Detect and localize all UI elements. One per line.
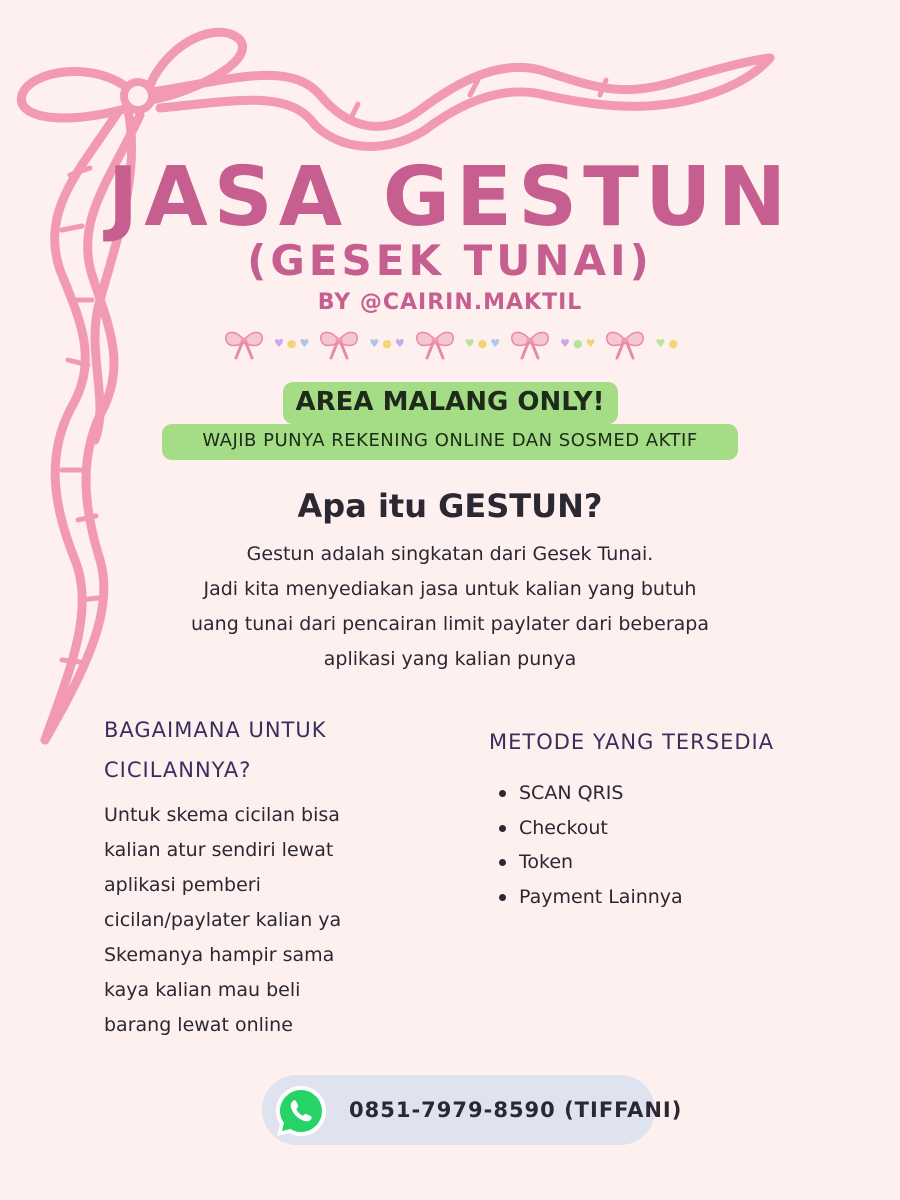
method-label: SCAN QRIS xyxy=(519,782,624,804)
body-line: Untuk skema cicilan bisa xyxy=(104,804,340,826)
hearts-icon: ♥ ● ♥ xyxy=(464,337,501,350)
hearts-icon: ♥ ● ♥ xyxy=(560,337,596,350)
methods-heading: METODE YANG TERSEDIA xyxy=(489,730,775,754)
intro-heading: Apa itu GESTUN? xyxy=(297,487,603,525)
whatsapp-icon[interactable] xyxy=(272,1082,330,1140)
methods-list xyxy=(497,776,683,914)
list-item xyxy=(497,776,683,811)
page-subtitle: (GESEK TUNAI) xyxy=(247,236,653,285)
intro-line: Gestun adalah singkatan dari Gesek Tunai. xyxy=(246,543,654,565)
installments-body xyxy=(104,798,444,1043)
bow-icon xyxy=(317,326,361,360)
page-title: JASA GESTUN xyxy=(107,150,793,245)
method-label: Payment Lainnya xyxy=(519,885,683,908)
bullet-icon xyxy=(499,894,506,901)
bullet-icon xyxy=(499,790,506,797)
list-item xyxy=(497,880,683,915)
method-label: Token xyxy=(519,851,574,873)
body-line: aplikasi pemberi xyxy=(104,874,261,896)
intro-body xyxy=(0,537,900,677)
bow-icon xyxy=(603,326,647,360)
requirement-notice: WAJIB PUNYA REKENING ONLINE DAN SOSMED AKTIF xyxy=(202,430,698,451)
bow-divider xyxy=(0,326,900,362)
body-line: cicilan/paylater kalian ya xyxy=(104,909,342,931)
list-item xyxy=(497,811,683,846)
bullet-icon xyxy=(499,825,506,832)
bow-icon xyxy=(413,326,457,360)
intro-line: uang tunai dari pencairan limit paylater dari beberapa xyxy=(190,613,710,635)
intro-line: Jadi kita menyediakan jasa untuk kalian yang butuh xyxy=(203,578,697,600)
intro-line: aplikasi yang kalian punya xyxy=(323,648,577,670)
list-item xyxy=(497,845,683,880)
hearts-icon: ♥ ● ♥ xyxy=(274,337,310,350)
installments-heading xyxy=(104,710,424,790)
hearts-icon: ♥ ● xyxy=(655,337,678,350)
hearts-icon: ♥ ● ♥ xyxy=(369,337,405,350)
method-label: Checkout xyxy=(519,816,608,839)
bow-icon xyxy=(508,326,552,360)
body-line: barang lewat online xyxy=(104,1014,293,1036)
bullet-icon xyxy=(499,859,506,866)
body-line: kalian atur sendiri lewat xyxy=(104,839,334,861)
body-line: Skemanya hampir sama xyxy=(104,944,335,966)
byline: BY @CAIRIN.MAKTIL xyxy=(317,290,583,315)
bow-icon xyxy=(222,326,266,360)
body-line: kaya kalian mau beli xyxy=(104,979,301,1001)
heading-line: CICILANNYA? xyxy=(104,758,252,782)
contact-number[interactable]: 0851-7979-8590 (TIFFANI) xyxy=(349,1098,683,1122)
heading-line: BAGAIMANA UNTUK xyxy=(104,718,327,742)
area-notice: AREA MALANG ONLY! xyxy=(295,387,605,417)
